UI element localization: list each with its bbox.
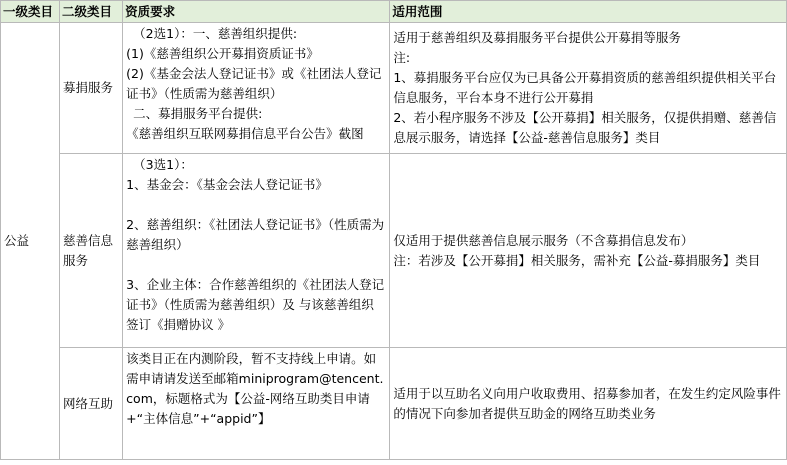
category-cell: 公益 xyxy=(1,23,60,460)
subcategory-charity-info: 慈善信息服务 xyxy=(60,154,123,348)
scope-line: 注: xyxy=(393,50,411,65)
scope-fundraising xyxy=(390,23,787,154)
table-row-charity-info xyxy=(1,154,787,348)
req-line: （3选1）： xyxy=(133,157,193,172)
header-level2: 二级类目 xyxy=(60,1,123,23)
req-line: 该类目正在内测阶段，暂不支持线上申请。如需申请请发送至邮箱miniprogram@tencent.com，标题格式为【公益-网络互助类目申请+“主体信息”+“appid”】 xyxy=(126,351,384,426)
scope-line: 仅适用于提供慈善信息展示服务（不含募捐信息发布） xyxy=(393,232,694,248)
req-spacer xyxy=(126,195,386,215)
header-row xyxy=(1,1,787,23)
header-requirements: 资质要求 xyxy=(123,1,390,23)
table-row-fundraising xyxy=(1,23,787,154)
subcategory-mutual-aid: 网络互助 xyxy=(60,348,123,460)
requirements-mutual-aid xyxy=(123,348,390,460)
req-line: 3、企业主体：合作慈善组织的《社团法人登记证书》（性质需为慈善组织）及 与该慈善组织签订《捐赠协议 》 xyxy=(126,277,385,332)
header-scope: 适用范围 xyxy=(390,1,787,23)
scope-line: 注：若涉及【公开募捐】相关服务，需补充【公益-募捐服务】类目 xyxy=(393,252,761,268)
table-row-mutual-aid xyxy=(1,348,787,460)
req-spacer xyxy=(126,255,386,275)
scope-mutual-aid xyxy=(390,348,787,460)
req-line: （2选1）：一、慈善组织提供: xyxy=(133,26,298,41)
scope-line: 2、若小程序服务不涉及【公开募捐】相关服务，仅提供捐赠、慈善信息展示服务，请选择【公益-慈善信息服务】类目 xyxy=(393,110,777,145)
req-line: 2、慈善组织：《社团法人登记证书》（性质需为慈善组织） xyxy=(126,217,385,252)
req-line: 二、募捐服务平台提供: xyxy=(133,106,263,121)
req-line: (2)《基金会法人登记证书》或《社团法人登记证书》（性质需为慈善组织） xyxy=(126,66,382,101)
req-line: (1)《慈善组织公开募捐资质证书》 xyxy=(126,46,319,61)
scope-line: 1、募捐服务平台应仅为已具备公开募捐资质的慈善组织提供相关平台信息服务，平台本身不进行公开募捐 xyxy=(393,70,777,105)
req-line: 1、基金会：《基金会法人登记证书》 xyxy=(126,177,328,192)
requirements-charity-info xyxy=(123,154,390,348)
scope-charity-info xyxy=(390,154,787,348)
header-level1: 一级类目 xyxy=(1,1,60,23)
subcategory-fundraising: 募捐服务 xyxy=(60,23,123,154)
req-line: 《慈善组织互联网募捐信息平台公告》截图 xyxy=(126,126,364,141)
scope-line: 适用于慈善组织及募捐服务平台提供公开募捐等服务 xyxy=(393,30,681,45)
requirements-fundraising xyxy=(123,23,390,154)
scope-line: 适用于以互助名义向用户收取费用、招募参加者，在发生约定风险事件的情况下向参加者提供互助金的网络互助类业务 xyxy=(393,385,781,421)
